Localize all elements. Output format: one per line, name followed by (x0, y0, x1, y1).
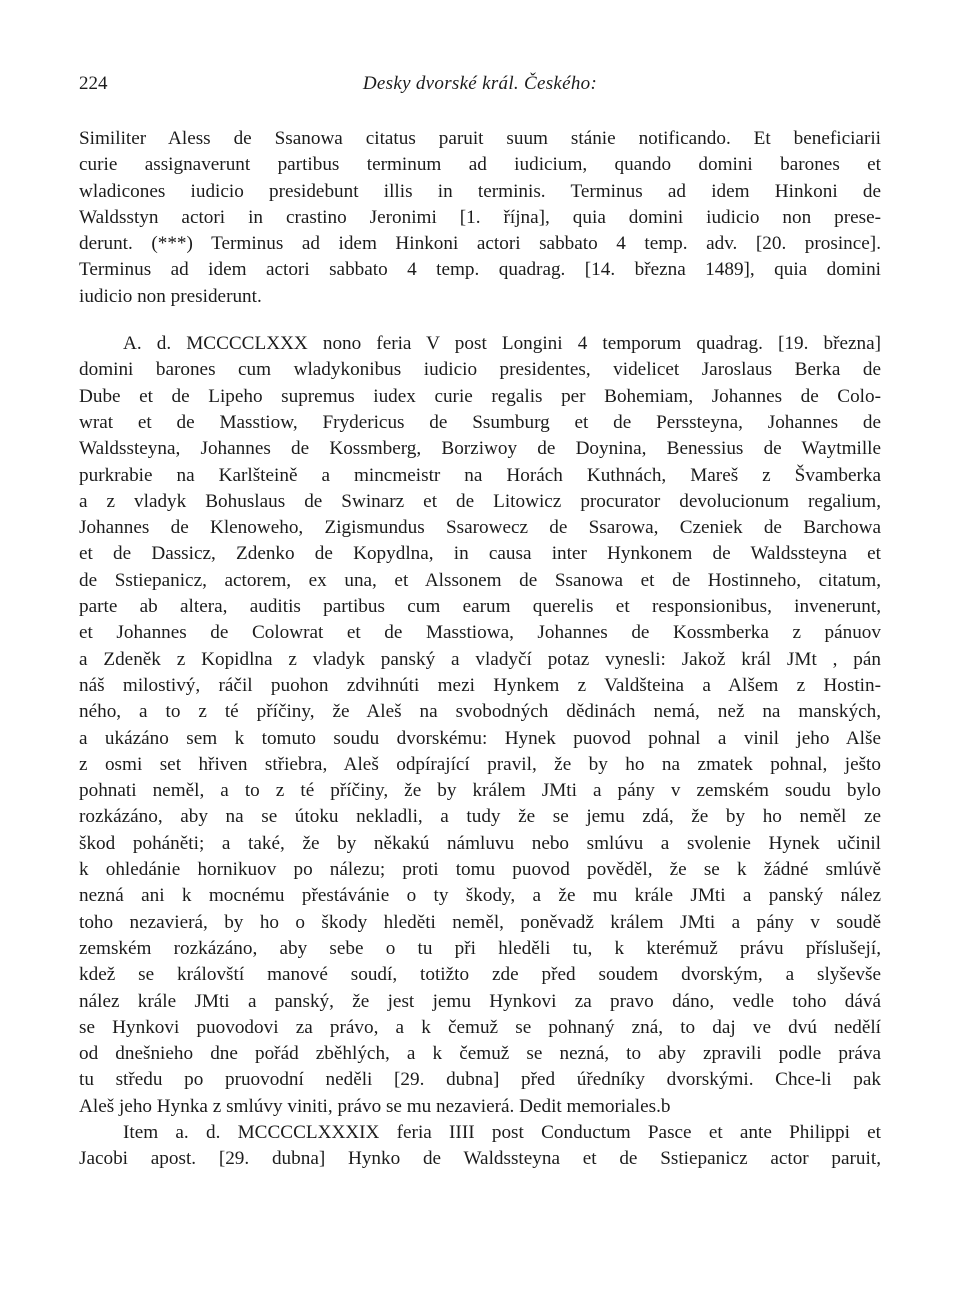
text-line: z osmi set hřiven střiebra, Aleš odpírající pravil, že by ho na zmatek pohnal, ješto (79, 753, 881, 775)
text-line: pohnati neměl, a to z té příčiny, že by králem JMti a pány v zemském soudu bylo (79, 780, 881, 802)
text-line: toho nezavierá, by ho o škody hleděti neměl, poněvadž králem JMti a pány v soudě (79, 911, 881, 933)
text-line: tu středu po pruovodní neděli [29. dubna] před úředníky dvorskými. Chce-li pak (79, 1069, 881, 1091)
text-line: Aleš jeho Hynka z smlúvy viniti, právo se mu nezavierá. Dedit memoriales.b (79, 1095, 671, 1117)
text-line: a ukázáno sem k tomuto soudu dvorskému: Hynek puovod pohnal a vinil jeho Alše (79, 727, 881, 749)
paragraph (79, 126, 881, 310)
text-line: Dube et de Lipeho supremus iudex curie regalis per Bohemiam, Johannes de Colo- (79, 385, 881, 407)
text-line: A. d. MCCCCLXXX nono feria V post Longini 4 temporum quadrag. [19. března] (123, 333, 881, 355)
text-line: domini barones cum wladykonibus iudicio presidentes, videlicet Jaroslaus Berka de (79, 359, 881, 381)
text-line: derunt. (***) Terminus ad idem Hinkoni actori sabbato 4 temp. adv. [20. prosince]. (79, 233, 881, 255)
paragraph (79, 331, 881, 1120)
text-line: zemském rozkázáno, aby sebe o tu při hleděli tu, k kterémuž právu příslušejí, (79, 937, 881, 959)
running-title: Desky dvorské král. Českého: (362, 73, 598, 94)
text-line: od dnešnieho dne pořád zběhlých, a k čemuž se nezná, to aby zpravili podle práva (79, 1043, 881, 1065)
text-line: Waldsstyn actori in crastino Jeronimi [1. října], quia domini iudicio non prese- (79, 206, 881, 228)
text-line: škod poháněti; a také, že by někakú námluvu nebo smlúvu a svolenie Hynek učinil (79, 832, 881, 854)
text-line: purkrabie na Karlšteině a mincmeistr na Horách Kuthnách, Mareš z Švamberka (79, 464, 881, 486)
paragraph (79, 1120, 881, 1173)
text-line: k ohledánie hornikuov po nálezu; proti tomu puovod pověděl, že se k žádné smlúvě (79, 859, 881, 881)
text-line: Jacobi apost. [29. dubna] Hynko de Waldssteyna et de Sstiepanicz actor paruit, (79, 1148, 881, 1170)
text-line: Waldssteyna, Johannes de Kossmberg, Borziwoy de Doynina, Benessius de Waytmille (79, 438, 881, 460)
text-line: nezná ani k mocnému přestávánie o ty škody, a že mu krále JMti a panský nález (79, 885, 881, 907)
text-line: ného, a to z té příčiny, že Aleš na svobodných dědinách nemá, než na manských, (79, 701, 881, 723)
text-line: curie assignaverunt partibus terminum ad iudicium, quando domini barones et (79, 154, 881, 176)
running-head (79, 73, 881, 103)
paragraph-gap (79, 310, 881, 331)
text-line: Similiter Aless de Ssanowa citatus paruit suum stánie notificando. Et beneficiarii (79, 128, 881, 149)
body-text (79, 126, 881, 1173)
text-line: nález krále JMti a panský, že jest jemu Hynkovi za pravo dáno, vedle toho dává (79, 990, 881, 1012)
page-number: 224 (79, 73, 108, 94)
text-line: náš milostivý, ráčil puohon zdvihnúti mezi Hynkem z Valdšteina a Alšem z Hostin- (79, 674, 881, 696)
text-line: et Johannes de Colowrat et de Masstiowa, Johannes de Kossmberka z pánuov (79, 622, 881, 644)
text-line: rozkázáno, aby na se útoku nekladli, a tudy že se jemu zdá, že by ho neměl ze (79, 806, 881, 828)
text-line: wladicones iudicio presidebunt illis in terminis. Terminus ad idem Hinkoni de (79, 180, 881, 202)
text-line: a Zdeněk z Kopidlna z vladyk panský a vladyčí potaz vynesli: Jakož král JMt , pán (79, 648, 881, 670)
text-line: Terminus ad idem actori sabbato 4 temp. quadrag. [14. března 1489], quia domini (79, 259, 881, 281)
text-line: parte ab altera, auditis partibus cum earum querelis et responsionibus, invenerunt, (79, 596, 881, 618)
text-line: et de Dassicz, Zdenko de Kopydlna, in causa inter Hynkonem de Waldssteyna et (79, 543, 881, 565)
text-line: a z vladyk Bohuslaus de Swinarz et de Litowicz procurator devolucionum regalium, (79, 490, 881, 512)
text-line: Johannes de Klenoweho, Zigismundus Ssarowecz de Ssarowa, Czeniek de Barchowa (79, 517, 881, 539)
text-line: wrat et de Masstiow, Frydericus de Ssumburg et de Perssteyna, Johannes de (79, 411, 881, 433)
text-line: de Sstiepanicz, actorem, ex una, et Alssonem de Ssanowa et de Hostinneho, citatum, (79, 569, 881, 591)
text-line: kdež se královští manové soudí, totižto zde před soudem dvorským, a slyševše (79, 964, 881, 986)
text-line: se Hynkovi puovodovi za právo, a k čemuž se pohnaný zná, to daj ve dvú nedělí (79, 1016, 881, 1038)
text-line: iudicio non presiderunt. (79, 285, 262, 307)
text-line: Item a. d. MCCCCLXXXIX feria IIII post Conductum Pasce et ante Philippi et (123, 1121, 881, 1143)
